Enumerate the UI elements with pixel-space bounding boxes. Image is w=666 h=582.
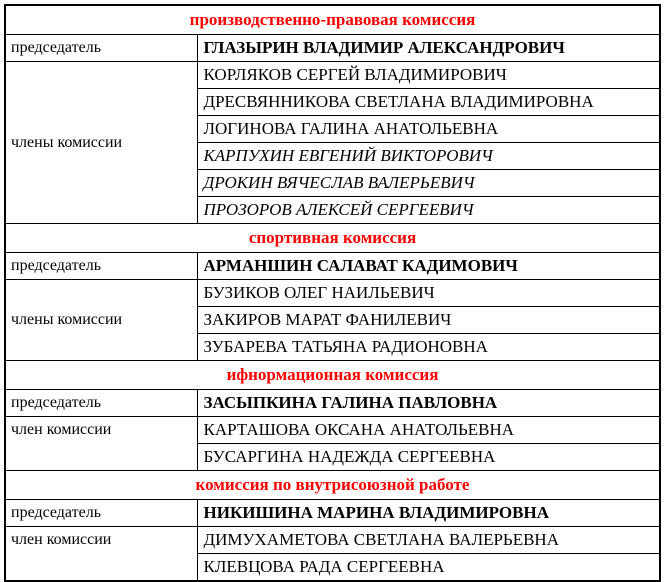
chair-row	[5, 500, 660, 527]
chair-name: НИКИШИНА МАРИНА ВЛАДИМИРОВНА	[197, 500, 660, 527]
chair-name: ЗАСЫПКИНА ГАЛИНА ПАВЛОВНА	[197, 390, 660, 417]
section-title: производственно-правовая комиссия	[5, 5, 660, 35]
chair-label: председатель	[5, 390, 197, 417]
chair-name: АРМАНШИН САЛАВАТ КАДИМОВИЧ	[197, 253, 660, 280]
chair-label: председатель	[5, 35, 197, 62]
members-label: член комиссии	[5, 527, 197, 582]
chair-row	[5, 390, 660, 417]
chair-row	[5, 253, 660, 280]
member-row	[5, 527, 660, 554]
member-row	[5, 280, 660, 307]
member-name: ДИМУХАМЕТОВА СВЕТЛАНА ВАЛЕРЬЕВНА	[197, 527, 660, 554]
section-title: комиссия по внутрисоюзной работе	[5, 471, 660, 500]
chair-name: ГЛАЗЫРИН ВЛАДИМИР АЛЕКСАНДРОВИЧ	[197, 35, 660, 62]
section-row	[5, 5, 660, 35]
member-name: БУСАРГИНА НАДЕЖДА СЕРГЕЕВНА	[197, 444, 660, 471]
section-row	[5, 471, 660, 500]
chair-row	[5, 35, 660, 62]
member-name: БУЗИКОВ ОЛЕГ НАИЛЬЕВИЧ	[197, 280, 660, 307]
member-name: КОРЛЯКОВ СЕРГЕЙ ВЛАДИМИРОВИЧ	[197, 62, 660, 89]
member-row	[5, 417, 660, 444]
member-name: ПРОЗОРОВ АЛЕКСЕЙ СЕРГЕЕВИЧ	[197, 197, 660, 224]
members-label: член комиссии	[5, 417, 197, 471]
members-label: члены комиссии	[5, 280, 197, 361]
commissions-table	[4, 4, 661, 582]
member-name: ДРОКИН ВЯЧЕСЛАВ ВАЛЕРЬЕВИЧ	[197, 170, 660, 197]
chair-label: председатель	[5, 500, 197, 527]
member-name: КАРТАШОВА ОКСАНА АНАТОЛЬЕВНА	[197, 417, 660, 444]
member-name: ЗУБАРЕВА ТАТЬЯНА РАДИОНОВНА	[197, 334, 660, 361]
section-title: ифнормационная комиссия	[5, 361, 660, 390]
member-name: КАРПУХИН ЕВГЕНИЙ ВИКТОРОВИЧ	[197, 143, 660, 170]
member-name: ЛОГИНОВА ГАЛИНА АНАТОЛЬЕВНА	[197, 116, 660, 143]
section-row	[5, 361, 660, 390]
member-row	[5, 62, 660, 89]
section-title: спортивная комиссия	[5, 224, 660, 253]
members-label: члены комиссии	[5, 62, 197, 224]
section-row	[5, 224, 660, 253]
chair-label: председатель	[5, 253, 197, 280]
member-name: ЗАКИРОВ МАРАТ ФАНИЛЕВИЧ	[197, 307, 660, 334]
member-name: ДРЕСВЯННИКОВА СВЕТЛАНА ВЛАДИМИРОВНА	[197, 89, 660, 116]
member-name: КЛЕВЦОВА РАДА СЕРГЕЕВНА	[197, 554, 660, 582]
